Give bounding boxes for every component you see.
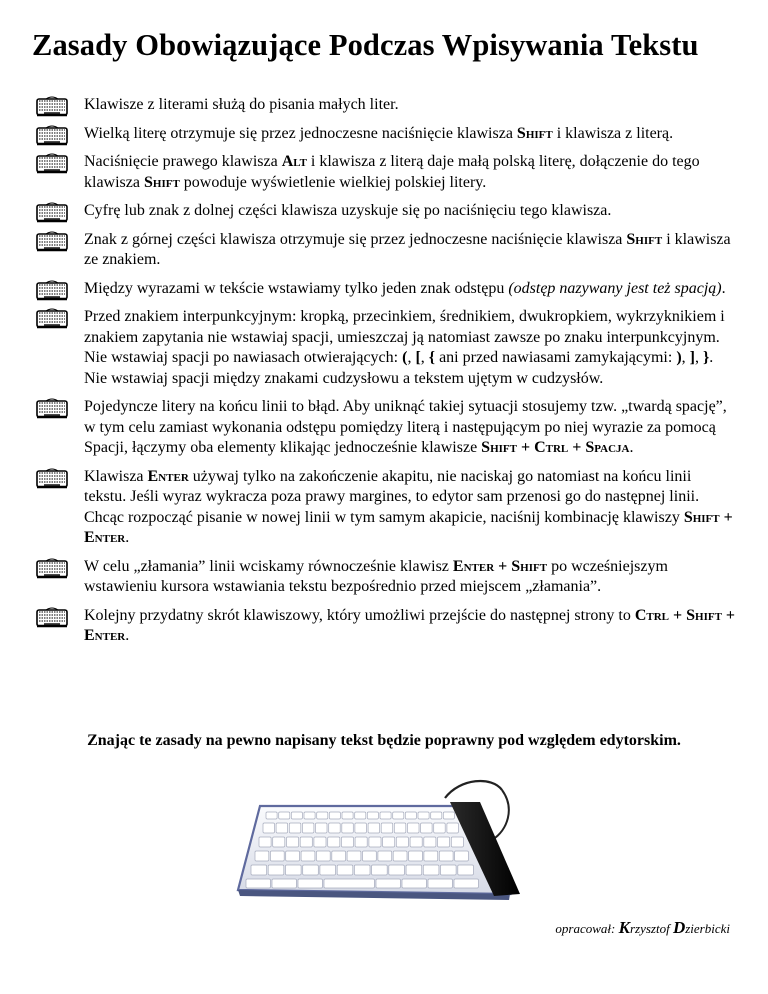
summary-text: Znając te zasady na pewno napisany tekst będzie poprawny pod względem edytorskim. [87,732,681,749]
key-name: Alt [281,153,307,170]
key [424,851,438,861]
rule-item [36,230,736,271]
rule-text: . [721,279,726,297]
rule-text: Wielką literę otrzymuje się przez jednoczesne naciśnięcie klawisza [84,124,517,142]
keyboard-icon [36,558,69,580]
rule-item [36,467,736,549]
key [317,812,328,819]
key [451,837,463,847]
key [368,823,380,833]
author-credit [555,918,730,938]
rule-text: Naciśnięcie prawego klawisza [84,153,282,170]
key [438,837,450,847]
key-name: Shift [516,124,553,142]
key [273,837,285,847]
key [396,837,408,847]
rule-item [36,606,736,647]
rule-text: Kolejny przydatny skrót klawiszowy, który umożliwi przejście do następnej strony to [84,606,635,624]
rule-text: (odstęp nazywany jest też spacją) [508,279,722,297]
key [342,812,353,819]
rule-text: } [702,349,710,366]
rule-text: ani przed nawiasami zamykającymi: [435,349,677,366]
key [402,879,426,888]
key [303,865,319,875]
key-name: Shift [143,173,180,191]
rule-text: { [428,349,436,366]
rule-text: W celu „złamania” linii wciskamy równocześnie klawisz [84,557,453,575]
key [369,837,381,847]
key [259,837,271,847]
key-name: Enter + Shift [452,557,548,575]
rule-text: powoduje wyświetlenie wielkiej polskiej litery. [179,173,487,191]
key [298,879,322,888]
key [394,823,406,833]
key [355,812,366,819]
rule-text: , [420,349,429,366]
key [287,837,299,847]
key [434,823,446,833]
key [441,865,457,875]
rule-text: Klawisza [84,467,148,485]
rule-text: ( [402,349,408,366]
key [291,812,302,819]
rule-text: Pojedyncze litery na końcu linii to błąd. Aby uniknąć takiej sytuacji stosujemy tzw. „twardą spację”, w tym celu zamiast wykonania odstępu pomiędzy literą i następującym po niej wyrazie za pomocą Spacji, łączymy oba elementy klikając jednocześnie klawisze [84,398,727,456]
key-name: Shift + Enter [84,508,733,546]
key [272,879,296,888]
rule-text: ) [676,349,682,366]
rule-item [36,557,736,598]
key [328,837,340,847]
key [376,879,400,888]
key [454,879,478,888]
key [406,865,422,875]
keyboard-icon [36,125,69,147]
rule-text: . [125,627,130,644]
key [279,812,290,819]
key [409,851,423,861]
key [268,865,284,875]
rule-text: i klawisza z literą. [552,124,674,142]
rule-text: po wcześniejszym wstawieniu kursora wstawiania tekstu bezpośrednio przed miejscem „złamania”. [84,557,668,595]
key [286,851,300,861]
key [251,865,267,875]
key-name: Shift + Ctrl + Spacja [481,439,630,456]
key [367,812,378,819]
keyboard-icon [36,468,69,490]
rule-text: Między wyrazami w tekście wstawiamy tylko jeden znak odstępu [84,279,509,297]
keyboard-icon [36,153,69,175]
key [329,823,341,833]
key [393,851,407,861]
author-first-initial: K [618,918,630,937]
key [455,851,469,861]
keyboard-icon [36,308,69,330]
key [378,851,392,861]
key [276,823,288,833]
page-title: Zasady Obowiązujące Podczas Wpisywania Tekstu [32,28,699,62]
key [408,823,420,833]
key [337,865,353,875]
key [421,823,433,833]
key [329,812,340,819]
author-last-initial: D [672,918,686,937]
keyboard-illustration [230,768,530,918]
key [431,812,442,819]
key [342,823,354,833]
rule-text: ] [689,349,695,366]
keyboard-icon [36,231,69,253]
rule-text: używaj tylko na zakończenie akapitu, nie naciskaj go natomiast na końcu linii tekstu. Jeśli wyraz wykracza poza prawy margines, to edytor sam przenosi go do następnej linii. Chcąc rozpocząć pisanie w nowej linii w tym samym akapicie, naciśnij kombinację klawiszy [84,467,700,526]
key [443,812,454,819]
rule-item [36,307,736,389]
rule-text: [ [415,349,421,366]
key [270,851,284,861]
rule-text: Przed znakiem interpunkcyjnym: kropką, przecinkiem, średnikiem, dwukropkiem, wykrzyknikiem i znakiem zapytania nie wstawiaj spacji, umieszczaj ją natomiast zawsze po znaku interpunkcyjnym. Nie wstawiaj spacji po nawiasach otwierających: [84,308,725,366]
rule-item [36,95,736,116]
key [300,837,312,847]
rule-text: i klawisza ze znakiem. [84,230,731,268]
key [289,823,301,833]
key [324,879,374,888]
key [410,837,422,847]
key-name: Shift [626,230,663,248]
rule-text: Znak z górnej części klawisza otrzymuje się przez jednoczesne naciśnięcie klawisza [84,230,627,248]
key [255,851,269,861]
key [423,865,439,875]
rule-item [36,397,736,459]
key [301,851,315,861]
key [428,879,452,888]
rule-text: , [407,349,416,366]
key [355,823,367,833]
key [347,851,361,861]
key [439,851,453,861]
key [458,865,474,875]
rule-item [36,201,736,222]
rules-list [36,95,736,655]
rule-text: . [629,439,634,456]
key [263,823,275,833]
rule-text: . Nie wstawiaj spacji między znakami cudzysłowu a tekstem ujętym w cudzysłów. [84,349,714,387]
key [246,879,270,888]
key [341,837,353,847]
rule-text: , [694,349,703,366]
rule-text: Klawisze z literami służą do pisania małych liter. [84,96,399,113]
key [383,837,395,847]
key [316,851,330,861]
key [354,865,370,875]
key [389,865,405,875]
rule-item [36,152,736,193]
author-first-rest: rzysztof [629,921,673,936]
rule-text: i klawisza z literą daje małą polską literę, dołączenie do tego klawisza [84,153,700,191]
key [302,823,314,833]
keyboard-icon [36,96,69,118]
key [393,812,404,819]
key [304,812,315,819]
key [355,837,367,847]
keyboard-icon [36,280,69,302]
keyboard-icon [36,202,69,224]
author-last-rest: zierbicki [685,921,730,936]
keyboard-icon [36,607,69,629]
key [424,837,436,847]
key [380,812,391,819]
key-name: Enter [147,467,189,485]
keyboard-icon [36,398,69,420]
rule-item [36,124,736,145]
key [381,823,393,833]
key [314,837,326,847]
key [316,823,328,833]
rule-text: , [681,349,690,366]
key [418,812,429,819]
rule-text: . [125,529,130,546]
key [405,812,416,819]
author-prefix: opracował: [555,921,619,936]
key [286,865,302,875]
key [332,851,346,861]
key [372,865,388,875]
rule-text: Cyfrę lub znak z dolnej części klawisza uzyskuje się po naciśnięciu tego klawisza. [84,202,612,219]
key [447,823,459,833]
key [363,851,377,861]
key [320,865,336,875]
key [266,812,277,819]
key-name: Ctrl + Shift + Enter [84,606,736,644]
rule-item [36,279,736,300]
